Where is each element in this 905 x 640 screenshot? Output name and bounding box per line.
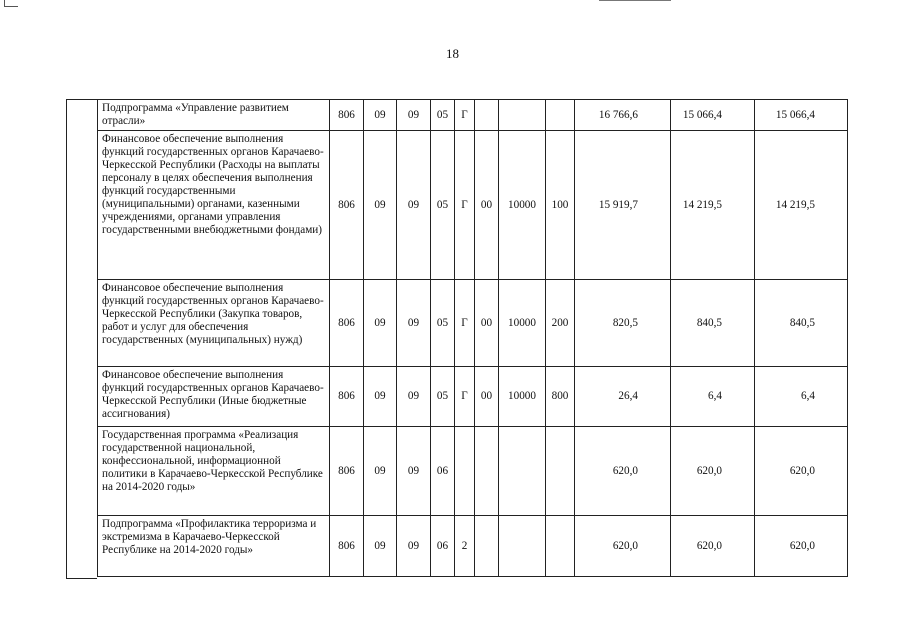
- amount-cell-v3: 6,4: [755, 367, 848, 427]
- code-cell-c4: 05: [431, 367, 455, 427]
- table-row: [98, 100, 848, 131]
- code-cell-c8: 200: [546, 280, 575, 367]
- budget-table: [97, 99, 848, 577]
- table-left-border: [66, 99, 67, 578]
- amount-cell-v1: 820,5: [575, 280, 671, 367]
- code-cell-c1: 806: [330, 280, 364, 367]
- code-cell-c1: 806: [330, 131, 364, 280]
- amount-cell-v2: 840,5: [671, 280, 755, 367]
- amount-cell-v3: 840,5: [755, 280, 848, 367]
- code-cell-c6: 00: [475, 131, 499, 280]
- code-cell-c6: [475, 516, 499, 577]
- code-cell-c7: 10000: [499, 280, 546, 367]
- code-cell-c6: [475, 427, 499, 516]
- code-cell-c7: 10000: [499, 131, 546, 280]
- code-cell-c8: [546, 516, 575, 577]
- amount-cell-v2: 620,0: [671, 516, 755, 577]
- row-name-cell: Подпрограмма «Управление развитием отрасли»: [98, 100, 330, 131]
- code-cell-c2: 09: [364, 427, 397, 516]
- table-row: [98, 427, 848, 516]
- code-cell-c5: Г: [455, 100, 475, 131]
- code-cell-c2: 09: [364, 280, 397, 367]
- code-cell-c3: 09: [397, 280, 431, 367]
- code-cell-c1: 806: [330, 367, 364, 427]
- amount-cell-v3: 14 219,5: [755, 131, 848, 280]
- code-cell-c5: Г: [455, 131, 475, 280]
- code-cell-c2: 09: [364, 367, 397, 427]
- code-cell-c8: 800: [546, 367, 575, 427]
- page-number: 18: [446, 46, 459, 61]
- code-cell-c1: 806: [330, 100, 364, 131]
- code-cell-c4: 05: [431, 100, 455, 131]
- amount-cell-v2: 14 219,5: [671, 131, 755, 280]
- code-cell-c7: [499, 516, 546, 577]
- table-bottom-extension: [66, 578, 97, 579]
- code-cell-c4: 05: [431, 131, 455, 280]
- code-cell-c2: 09: [364, 131, 397, 280]
- code-cell-c3: 09: [397, 516, 431, 577]
- code-cell-c8: [546, 100, 575, 131]
- code-cell-c2: 09: [364, 516, 397, 577]
- code-cell-c8: 100: [546, 131, 575, 280]
- row-name-cell: Подпрограмма «Профилактика терроризма и экстремизма в Карачаево-Черкесской Республике на 2014-2020 годы»: [98, 516, 330, 577]
- table-row: [98, 516, 848, 577]
- row-name-cell: Финансовое обеспечение выполнения функций государственных органов Карачаево-Черкесской Республики (Расходы на выплаты персоналу в целях обеспечения выполнения функций государственными (муниципальными) органами, казенными учреждениями, органами управления государственными внебюджетными фондами): [98, 131, 330, 280]
- code-cell-c8: [546, 427, 575, 516]
- code-cell-c6: 00: [475, 280, 499, 367]
- row-name-cell: Финансовое обеспечение выполнения функций государственных органов Карачаево-Черкесской Республики (Иные бюджетные ассигнования): [98, 367, 330, 427]
- code-cell-c3: 09: [397, 100, 431, 131]
- frame-corner-horizontal: [4, 6, 18, 7]
- code-cell-c5: Г: [455, 367, 475, 427]
- code-cell-c3: 09: [397, 367, 431, 427]
- amount-cell-v1: 620,0: [575, 516, 671, 577]
- code-cell-c6: [475, 100, 499, 131]
- code-cell-c2: 09: [364, 100, 397, 131]
- amount-cell-v1: 620,0: [575, 427, 671, 516]
- code-cell-c6: 00: [475, 367, 499, 427]
- amount-cell-v2: 620,0: [671, 427, 755, 516]
- code-cell-c1: 806: [330, 516, 364, 577]
- code-cell-c1: 806: [330, 427, 364, 516]
- code-cell-c4: 06: [431, 516, 455, 577]
- amount-cell-v3: 620,0: [755, 427, 848, 516]
- amount-cell-v3: 620,0: [755, 516, 848, 577]
- code-cell-c7: [499, 427, 546, 516]
- code-cell-c7: [499, 100, 546, 131]
- row-name-cell: Государственная программа «Реализация государственной национальной, конфессиональной, информационной политики в Карачаево-Черкесской Республике на 2014-2020 годы»: [98, 427, 330, 516]
- amount-cell-v1: 26,4: [575, 367, 671, 427]
- code-cell-c3: 09: [397, 131, 431, 280]
- code-cell-c5: Г: [455, 280, 475, 367]
- code-cell-c4: 05: [431, 280, 455, 367]
- amount-cell-v1: 16 766,6: [575, 100, 671, 131]
- table-row: [98, 280, 848, 367]
- table-top-extension: [66, 99, 97, 100]
- code-cell-c3: 09: [397, 427, 431, 516]
- code-cell-c5: 2: [455, 516, 475, 577]
- amount-cell-v2: 6,4: [671, 367, 755, 427]
- amount-cell-v3: 15 066,4: [755, 100, 848, 131]
- row-name-cell: Финансовое обеспечение выполнения функций государственных органов Карачаево-Черкесской Республики (Закупка товаров, работ и услуг для обеспечения государственных (муниципальных) нужд): [98, 280, 330, 367]
- code-cell-c4: 06: [431, 427, 455, 516]
- amount-cell-v1: 15 919,7: [575, 131, 671, 280]
- table-row: [98, 131, 848, 280]
- amount-cell-v2: 15 066,4: [671, 100, 755, 131]
- code-cell-c7: 10000: [499, 367, 546, 427]
- code-cell-c5: [455, 427, 475, 516]
- table-row: [98, 367, 848, 427]
- top-rule: [599, 0, 671, 1]
